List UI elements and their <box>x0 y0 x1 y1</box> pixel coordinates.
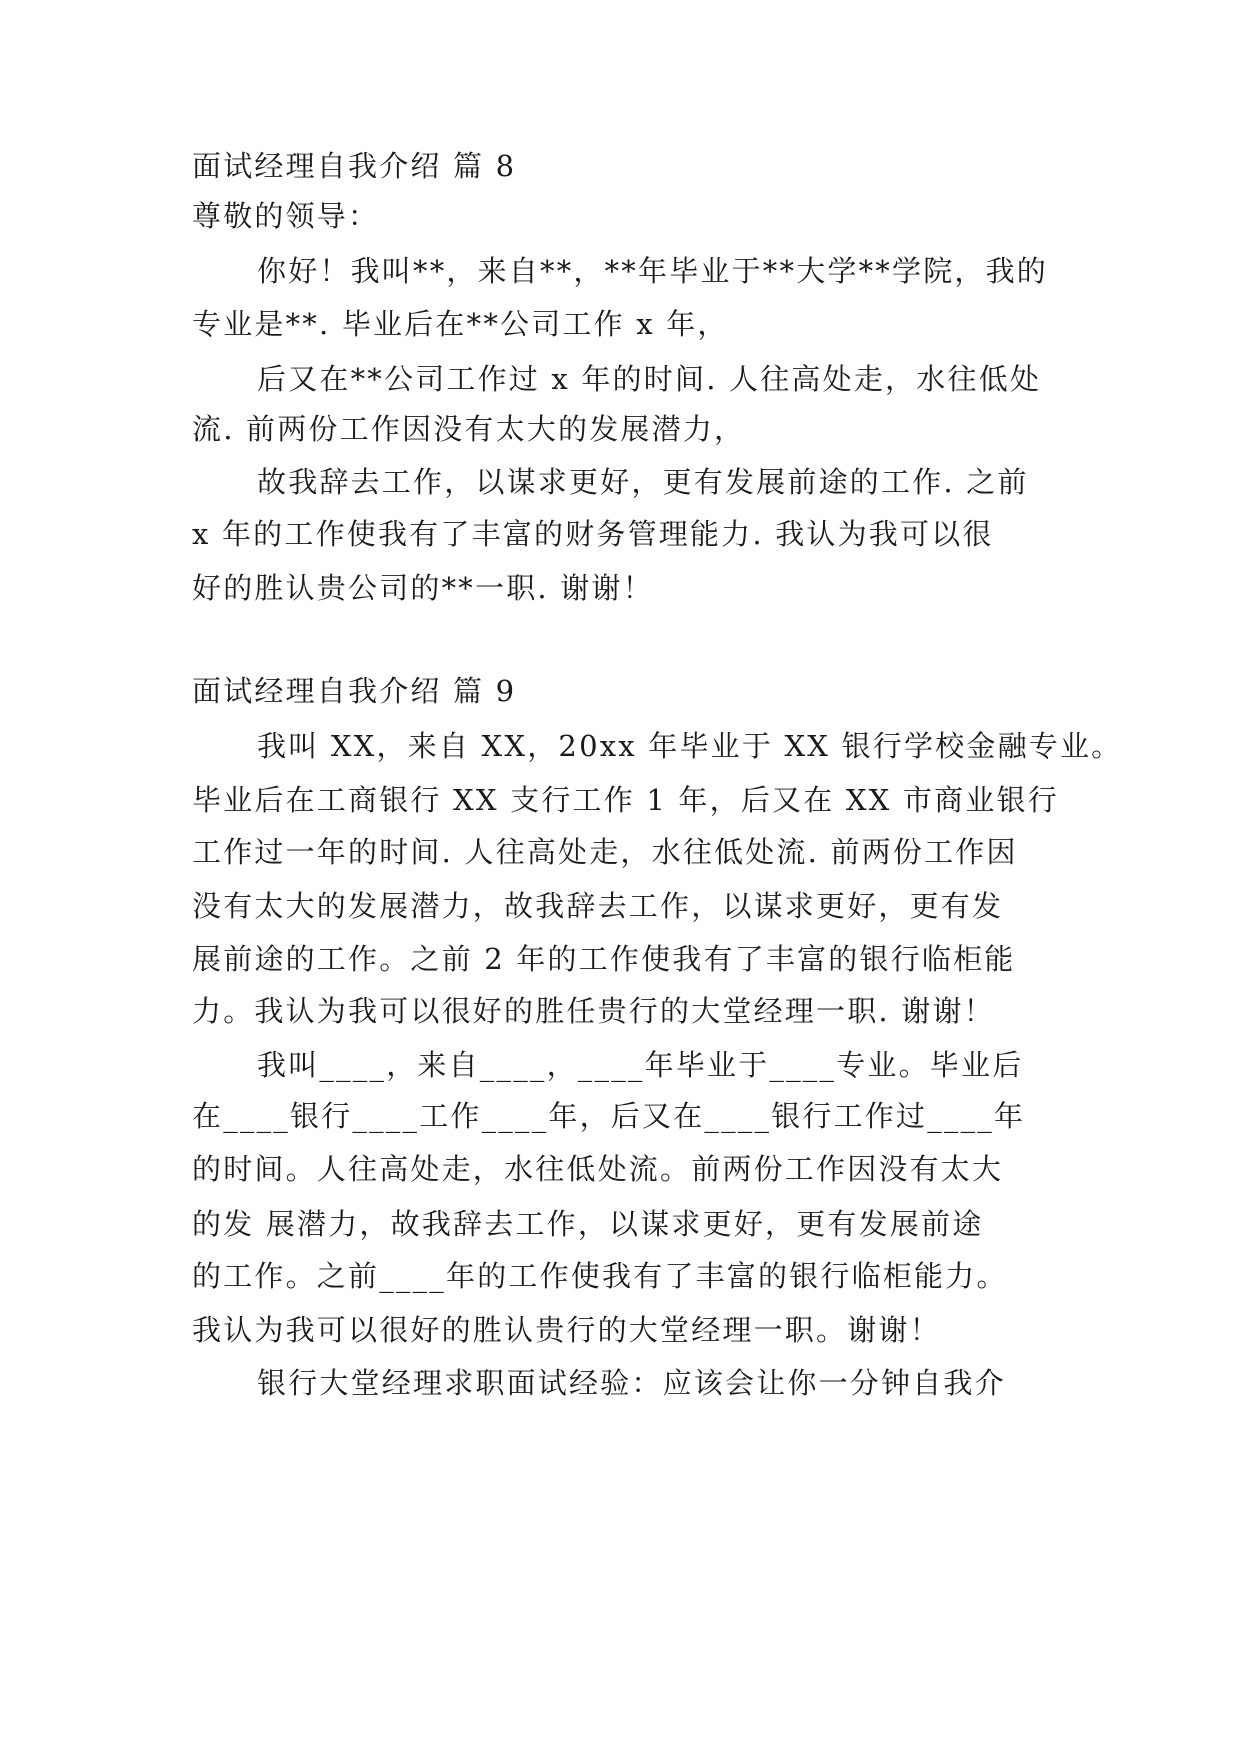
paragraph-line: 的发 展潜力，故我辞去工作，以谋求更好，更有发展前途 <box>192 1207 984 1241</box>
paragraph-line: 毕业后在工商银行 XX 支行工作 1 年，后又在 XX 市商业银行 <box>192 783 1059 817</box>
paragraph-line: 展前途的工作。之前 2 年的工作使我有了丰富的银行临柜能 <box>192 942 1016 976</box>
paragraph-line: 的工作。之前____年的工作使我有了丰富的银行临柜能力。 <box>192 1259 1008 1293</box>
section-heading: 面试经理自我介绍 篇 8 <box>192 149 517 183</box>
section-heading: 面试经理自我介绍 篇 9 <box>192 674 517 708</box>
paragraph-line: 你好！我叫**，来自**，**年毕业于**大学**学院，我的 <box>257 254 1049 288</box>
paragraph-line: 我叫____，来自____，____年毕业于____专业。毕业后 <box>257 1048 1024 1082</box>
paragraph-line: 在____银行____工作____年，后又在____银行工作过____年 <box>192 1099 1026 1133</box>
paragraph-line: 后又在**公司工作过 x 年的时间. 人往高处走，水往低处 <box>257 362 1042 396</box>
paragraph-line: 的时间。人往高处走，水往低处流。前两份工作因没有太大 <box>192 1152 1004 1186</box>
paragraph-line: 专业是**. 毕业后在**公司工作 x 年， <box>192 307 729 341</box>
paragraph-line: 好的胜认贵公司的**一职. 谢谢！ <box>192 571 654 605</box>
paragraph-line: 力。我认为我可以很好的胜任贵行的大堂经理一职. 谢谢！ <box>192 994 995 1028</box>
paragraph-line: 工作过一年的时间. 人往高处走，水往低处流. 前两份工作因 <box>192 835 1018 869</box>
salutation: 尊敬的领导： <box>192 199 380 233</box>
paragraph-line: 没有太大的发展潜力，故我辞去工作，以谋求更好，更有发 <box>192 889 1004 923</box>
paragraph-line: 我认为我可以很好的胜认贵行的大堂经理一职。谢谢！ <box>192 1313 941 1347</box>
paragraph-line: 银行大堂经理求职面试经验：应该会让你一分钟自我介 <box>257 1366 1006 1400</box>
paragraph-line: x 年的工作使我有了丰富的财务管理能力. 我认为我可以很 <box>192 517 994 551</box>
paragraph-line: 故我辞去工作，以谋求更好，更有发展前途的工作. 之前 <box>257 465 1029 499</box>
paragraph-line: 流. 前两份工作因没有太大的发展潜力， <box>192 412 746 446</box>
paragraph-line: 我叫 XX，来自 XX，20xx 年毕业于 XX 银行学校金融专业。 <box>257 729 1123 763</box>
